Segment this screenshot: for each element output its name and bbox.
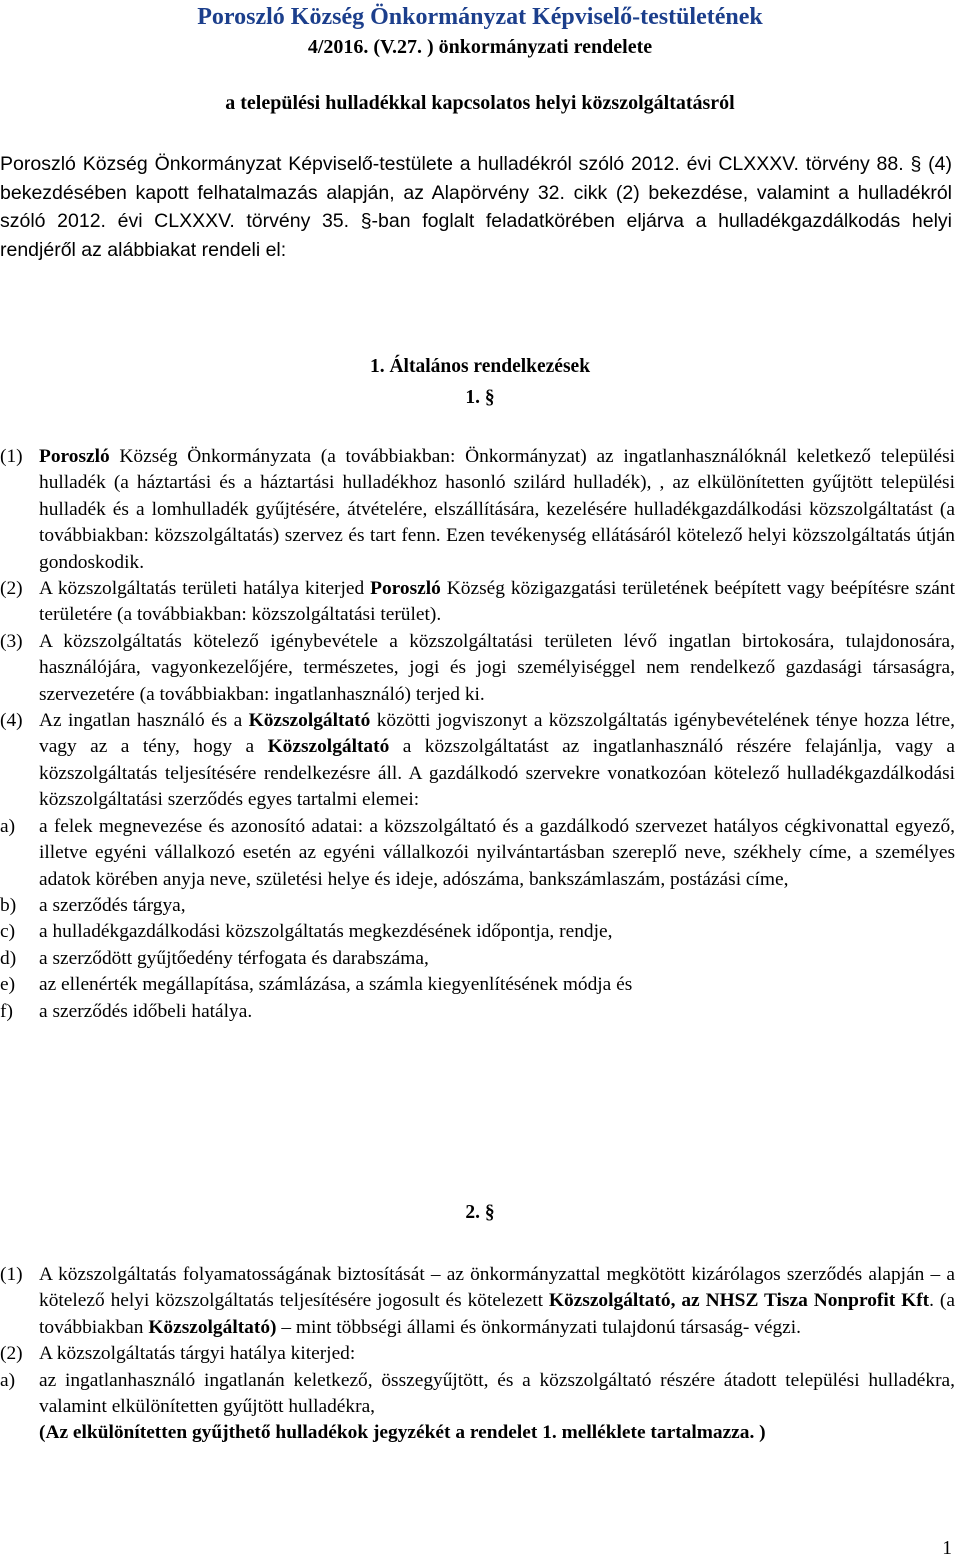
list-item-text: a hulladékgazdálkodási közszolgáltatás megkezdésének időpontja, rendje, [39, 921, 613, 943]
list-item-label: a) [0, 1369, 16, 1391]
list-item-label: c) [0, 921, 16, 943]
decree-number: 4/2016. (V.27. ) önkormányzati rendelete [307, 36, 653, 58]
chapter-heading: 1. Általános rendelkezések [369, 356, 591, 377]
list-item-label: f) [0, 1000, 13, 1022]
list-item-text: az ellenérték megállapítása, számlázása, a számla kiegyenlítésének módja és [39, 974, 633, 996]
paragraph-text: A közszolgáltatás folyamatosságának biztosítását – az önkormányzattal megkötött kizárólagos szerződés alapján – a kötelező helyi közszolgáltatás teljesítésére jogosult és kötelezett [39, 1264, 955, 1312]
list-item [0, 999, 955, 1025]
list-item-text: a szerződés tárgya, [39, 894, 186, 916]
section-1-heading: 1. § [465, 387, 495, 408]
section-2-body [0, 1262, 955, 1447]
section-1-body [0, 444, 955, 1025]
list-item [0, 919, 955, 945]
service-provider-term: Közszolgáltató) [148, 1316, 277, 1338]
list-item-label: a) [0, 815, 16, 837]
contract-elements-list [0, 814, 955, 1025]
section-2-paragraph-2 [0, 1341, 955, 1367]
paragraph-text: Község közigazgatási területének beépített vagy beépítésre szánt területére (a továbbiakban: közszolgáltatási terület). [39, 578, 955, 626]
paragraph-text: Az ingatlan használó és a [39, 710, 249, 732]
paragraph-text: A közszolgáltatás tárgyi hatálya kiterjed: [39, 1343, 356, 1365]
preamble-text: Poroszló Község Önkormányzat Képviselő-testülete a hulladékról szóló 2012. évi CLXXXV. törvény 88. § (4) bekezdésében kapott felhatalmazás alapján, az Alapörvény 32. cikk (2) bekezdése, valamint a hulladékról szóló 2012. évi CLXXXV. törvény 35. §-ban foglalt feladatkörében eljárva a hulladékgazdálkodás helyi rendjéről az alábbiakat rendeli el: [0, 153, 952, 261]
list-item-label: b) [0, 894, 17, 916]
list-item [0, 814, 955, 893]
list-item-text: a felek megnevezése és azonosító adatai: a közszolgáltató és a gazdálkodó szervezet hatályos cégkivonattal egyező, illetve egyéni vállalkozó esetén az egyéni vállalkozói nyilvántartásban szereplő neve, székhely címe, a személyes adatok körében anyja neve, születési helye és ideje, adószáma, bankszámlaszám, postázási címe, [39, 815, 955, 890]
list-item [0, 893, 955, 919]
paragraph-text: . (a továbbiakban [39, 1290, 955, 1338]
list-item-text: az ingatlanhasználó ingatlanán keletkező, összegyűjtött, és a közszolgáltató részére átadott települési hulladékra, valamint elkülönítetten gyűjtött hulladékra, [39, 1369, 955, 1418]
document-title: Poroszló Község Önkormányzat Képviselő-testületének [197, 4, 763, 30]
paragraph-number: (2) [0, 1343, 23, 1365]
paragraph-number: (3) [0, 630, 23, 652]
page-number: 1 [942, 1538, 952, 1559]
paragraph-text: Község Önkormányzata (a továbbiakban: Önkormányzat) az ingatlanhasználóknál keletkező települési hulladék (a háztartási és a háztartási hulladékhoz hasonló szilárd hulladék), , az elkülönítetten gyűjtött települési hulladék és a lomhulladék gyűjtésére, átvételére, elszállítására, kezelésére hulladékgazdálkodási közszolgáltatást (a továbbiakban: közszolgáltatás) szervez és tart fenn. Ezen tevékenység ellátásáról kötelező helyi közszolgáltatás útján gondoskodik. [39, 446, 955, 573]
service-provider-term: Közszolgáltató [248, 710, 371, 732]
paragraph-text: – mint többségi állami és önkormányzati tulajdonú társaság- végzi. [276, 1316, 801, 1338]
section-1-paragraph-4 [0, 708, 955, 814]
list-item [0, 972, 955, 998]
list-item-text: a szerződött gyűjtőedény térfogata és darabszáma, [39, 947, 429, 969]
paragraph-number: (1) [0, 1264, 23, 1285]
paragraph-text: közötti jogviszonyt a közszolgáltatás igénybevételének ténye hozza létre, vagy az a tény, hogy a [39, 710, 955, 758]
paragraph-number: (4) [0, 710, 23, 732]
section-1-paragraph-2 [0, 576, 955, 629]
section-2-heading: 2. § [465, 1202, 495, 1223]
annex-note-text: (Az elkülönítetten gyűjthető hulladékok jegyzékét a rendelet 1. melléklete tartalmazza. ) [39, 1422, 766, 1444]
list-item-text: a szerződés időbeli hatálya. [39, 1000, 253, 1022]
municipality-name: Poroszló [370, 578, 441, 600]
section-1-paragraph-3 [0, 629, 955, 708]
section-1-paragraph-1 [0, 444, 955, 576]
paragraph-text: a közszolgáltatást az ingatlanhasználó részére felajánlja, vagy a közszolgáltatás teljesítésére rendelkezésre áll. A gazdálkodó szervekre vonatkozóan kötelező hulladékgazdálkodási közszolgáltatási szerződés egyes tartalmi elemei: [39, 736, 955, 811]
annex-note [0, 1420, 955, 1446]
list-item [0, 1368, 955, 1421]
municipality-name: Poroszló [39, 446, 110, 467]
service-provider-name: Közszolgáltató, az NHSZ Tisza Nonprofit Kft [548, 1290, 930, 1312]
decree-subject: a települési hulladékkal kapcsolatos helyi közszolgáltatásról [225, 92, 735, 114]
list-item-label: e) [0, 974, 16, 996]
preamble [0, 150, 952, 264]
paragraph-number: (1) [0, 446, 23, 467]
service-provider-term: Közszolgáltató [267, 736, 390, 758]
paragraph-text: A közszolgáltatás kötelező igénybevétele a közszolgáltatási területen lévő ingatlan birtokosára, tulajdonosára, használójára, vagyonkezelőjére, természetes, jogi és jogi személyiséggel nem rendelkező gazdasági társaságra, szervezetére (a továbbiakban: ingatlanhasználó) terjed ki. [39, 630, 955, 705]
list-item [0, 946, 955, 972]
paragraph-text: A közszolgáltatás területi hatálya kiterjed [39, 578, 371, 600]
list-item-label: d) [0, 947, 17, 969]
paragraph-number: (2) [0, 578, 23, 600]
section-2-paragraph-1 [0, 1262, 955, 1341]
